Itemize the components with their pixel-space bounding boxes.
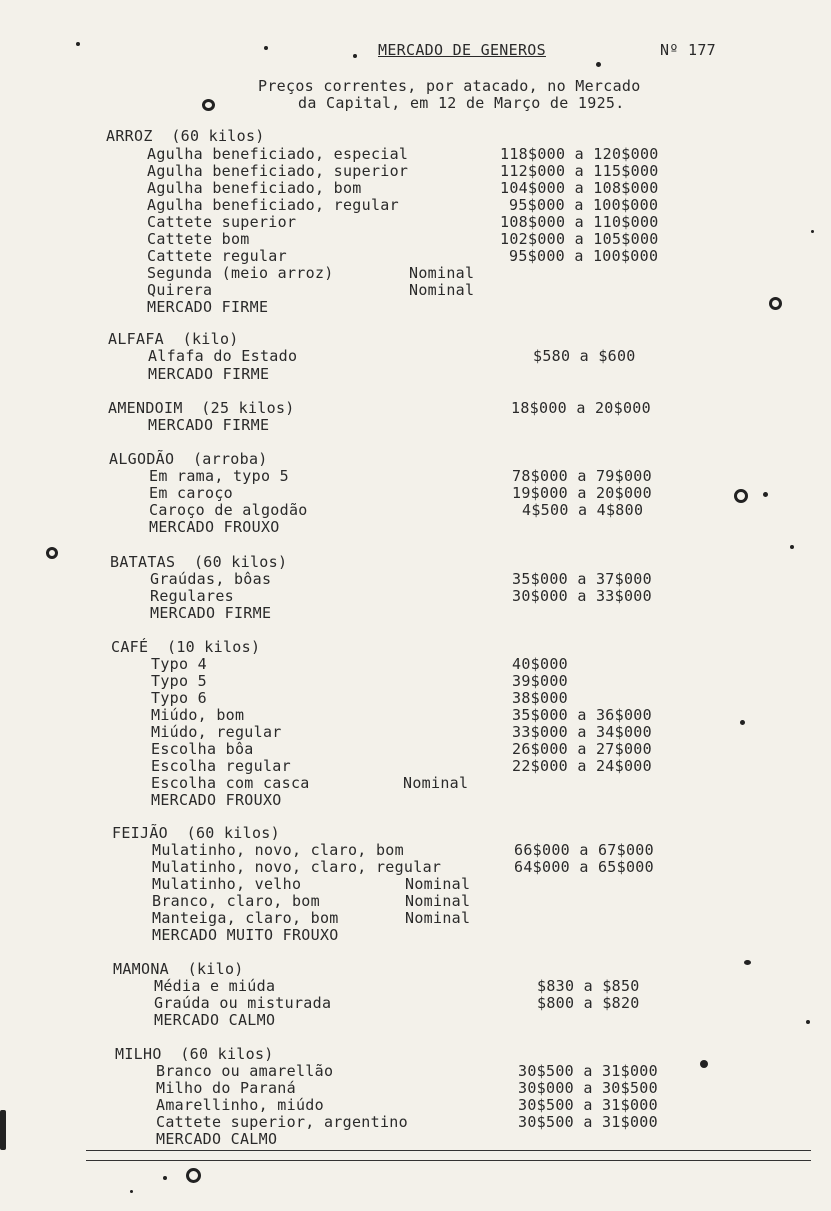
item-price: 33$000 a 34$000 [512,723,652,741]
item-price: 39$000 [512,672,568,690]
item-price: 104$000 a 108$000 [500,179,659,197]
item-price: 35$000 a 37$000 [512,570,652,588]
bottom-rule [86,1160,811,1161]
market-status: MERCADO FIRME [148,365,270,383]
item-name: Alfafa do Estado [148,347,298,365]
section-heading-milho: MILHO (60 kilos) [115,1045,274,1063]
item-name: Cattete bom [147,230,250,248]
item-name: Agulha beneficiado, especial [147,145,409,163]
scan-speck [76,42,80,46]
market-status: MERCADO FIRME [148,416,270,434]
item-name: Typo 5 [151,672,207,690]
item-price: 22$000 a 24$000 [512,757,652,775]
market-status: MERCADO CALMO [156,1130,278,1148]
item-price: 30$500 a 31$000 [518,1096,658,1114]
market-status: MERCADO FROUXO [151,791,282,809]
item-price: 102$000 a 105$000 [500,230,659,248]
item-price: 30$500 a 31$000 [518,1113,658,1131]
item-nominal: Nominal [405,875,471,893]
item-name: Mulatinho, novo, claro, bom [152,841,404,859]
item-name: Manteiga, claro, bom [152,909,339,927]
item-name: Cattete regular [147,247,287,265]
item-name: Mulatinho, velho [152,875,302,893]
item-price: 26$000 a 27$000 [512,740,652,758]
item-name: Em caroço [149,484,233,502]
scan-speck [596,62,601,67]
document-title: MERCADO DE GENEROS [378,41,546,59]
item-name: Milho do Paraná [156,1079,296,1097]
item-price: 64$000 a 65$000 [514,858,654,876]
section-heading-cafe: CAFÉ (10 kilos) [111,638,261,656]
item-name: Agulha beneficiado, regular [147,196,399,214]
item-price: 108$000 a 110$000 [500,213,659,231]
scan-speck [353,54,357,58]
item-name: Typo 4 [151,655,207,673]
scan-blot [186,1168,201,1183]
item-name: Cattete superior, argentino [156,1113,408,1131]
scan-speck [264,46,268,50]
item-price: 78$000 a 79$000 [512,467,652,485]
scan-blot [46,547,58,559]
item-name: Caroço de algodão [149,501,308,519]
scan-speck [740,720,745,725]
scan-speck [0,1110,6,1150]
item-name: Em rama, typo 5 [149,467,289,485]
item-name: Mulatinho, novo, claro, regular [152,858,442,876]
item-name: Escolha regular [151,757,291,775]
item-name: Branco, claro, bom [152,892,320,910]
item-name: Regulares [150,587,234,605]
item-price: 112$000 a 115$000 [500,162,659,180]
item-price: 95$000 a 100$000 [509,196,659,214]
item-name: Graúda ou misturada [154,994,332,1012]
market-status: MERCADO FROUXO [149,518,280,536]
item-price: 18$000 a 20$000 [511,399,651,417]
scan-speck [790,545,794,549]
item-price: 19$000 a 20$000 [512,484,652,502]
scan-speck [763,492,768,497]
section-heading-alfafa: ALFAFA (kilo) [108,330,239,348]
section-heading-feijao: FEIJÃO (60 kilos) [112,824,280,842]
item-name: Segunda (meio arroz) [147,264,334,282]
bottom-rule [86,1150,811,1151]
item-name: Escolha bôa [151,740,254,758]
item-price: $800 a $820 [537,994,640,1012]
scan-speck [744,960,751,965]
subtitle-line-2: da Capital, em 12 de Março de 1925. [298,94,625,112]
item-price: 35$000 a 36$000 [512,706,652,724]
item-price: $580 a $600 [533,347,636,365]
item-nominal: Nominal [403,774,469,792]
item-name: Amarellinho, miúdo [156,1096,324,1114]
item-price: 30$000 a 30$500 [518,1079,658,1097]
scan-speck [700,1060,708,1068]
item-name: Escolha com casca [151,774,310,792]
item-price: 66$000 a 67$000 [514,841,654,859]
item-name: Agulha beneficiado, superior [147,162,409,180]
item-name: Agulha beneficiado, bom [147,179,362,197]
item-name: Graúdas, bôas [150,570,272,588]
scan-speck [163,1176,167,1180]
scan-speck [130,1190,133,1193]
item-nominal: Nominal [409,281,475,299]
subtitle-line-1: Preços correntes, por atacado, no Mercado [258,77,641,95]
scan-blot [202,99,215,111]
section-heading-batatas: BATATAS (60 kilos) [110,553,288,571]
item-price: 4$500 a 4$800 [522,501,644,519]
item-name: Média e miúda [154,977,276,995]
section-heading-amendoim: AMENDOIM (25 kilos) [108,399,295,417]
scan-speck [811,230,814,233]
item-name: Miúdo, regular [151,723,282,741]
scan-speck [806,1020,810,1024]
item-name: Quirera [147,281,213,299]
section-heading-algodao: ALGODÃO (arroba) [109,450,268,468]
market-status: MERCADO CALMO [154,1011,276,1029]
item-nominal: Nominal [405,909,471,927]
item-price: 30$500 a 31$000 [518,1062,658,1080]
item-price: 30$000 a 33$000 [512,587,652,605]
item-price: $830 a $850 [537,977,640,995]
item-price: 38$000 [512,689,568,707]
market-status: MERCADO FIRME [147,298,269,316]
item-name: Cattete superior [147,213,297,231]
section-heading-arroz: ARROZ (60 kilos) [106,127,265,145]
market-status: MERCADO FIRME [150,604,272,622]
item-nominal: Nominal [409,264,475,282]
document-number: Nº 177 [660,41,716,59]
scan-blot [734,489,748,503]
item-price: 95$000 a 100$000 [509,247,659,265]
item-nominal: Nominal [405,892,471,910]
scan-blot [769,297,782,310]
item-name: Miúdo, bom [151,706,245,724]
item-name: Branco ou amarellão [156,1062,334,1080]
item-price: 118$000 a 120$000 [500,145,659,163]
item-price: 40$000 [512,655,568,673]
section-heading-mamona: MAMONA (kilo) [113,960,244,978]
market-status: MERCADO MUITO FROUXO [152,926,339,944]
item-name: Typo 6 [151,689,207,707]
